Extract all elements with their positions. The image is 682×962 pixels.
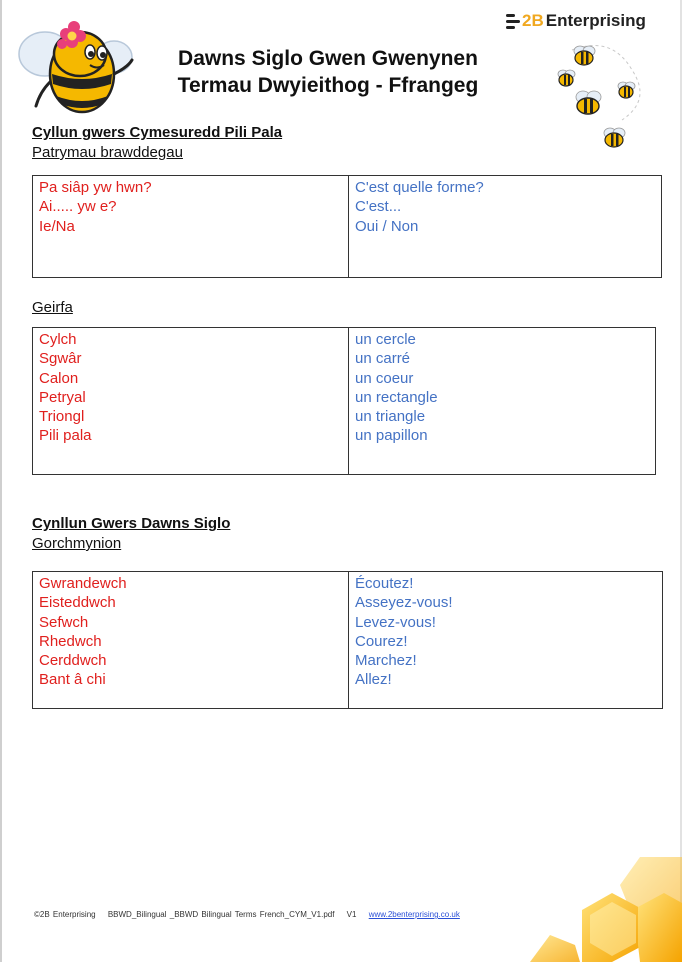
footer-website-link[interactable]: www.2benterprising.co.uk: [368, 910, 460, 919]
footer-version: V1: [346, 910, 357, 919]
flying-bees-image: [552, 40, 672, 160]
french-term: un cercle: [355, 331, 416, 348]
welsh-term: Calon: [39, 369, 79, 387]
table-divider: [348, 328, 349, 474]
section2-welsh-column: [39, 330, 92, 446]
welsh-term: Eisteddwch: [39, 594, 116, 612]
footer-filename: BBWD_Bilingual _BBWD Bilingual Terms French_CYM_V1.pdf: [107, 910, 335, 919]
table-divider: [348, 572, 349, 708]
welsh-term: Sgwâr: [39, 350, 82, 368]
french-term: un rectangle: [355, 388, 438, 406]
french-term: un papillon: [355, 427, 428, 445]
section1-subtitle: Patrymau brawddegau: [32, 144, 183, 161]
section3-subtitle: Gorchmynion: [32, 535, 122, 552]
welsh-term: Bant â chi: [39, 671, 106, 689]
section3-welsh-column: [39, 574, 127, 690]
footer-copyright: ©2B Enterprising: [34, 910, 96, 919]
brand-number: 2B: [522, 11, 544, 30]
french-term: Allez!: [355, 671, 392, 689]
french-term: Asseyez-vous!: [355, 594, 453, 612]
section2-subtitle: Geirfa: [32, 299, 73, 316]
french-term: Écoutez!: [355, 575, 414, 592]
welsh-term: Pa siâp yw hwn?: [39, 179, 152, 196]
page-edge: [0, 0, 2, 962]
brand-lines-icon: [506, 11, 520, 31]
french-term: C'est quelle forme?: [355, 179, 484, 196]
section1-french-column: [355, 178, 484, 236]
french-term: Levez-vous!: [355, 613, 436, 631]
welsh-term: Ie/Na: [39, 217, 75, 235]
brand-logo: [506, 8, 646, 34]
document-title-line2: Termau Dwyieithog - Ffrangeg: [177, 74, 479, 97]
page-footer: [34, 910, 469, 919]
french-term: Marchez!: [355, 652, 417, 670]
welsh-term: Cerddwch: [39, 652, 107, 670]
section1-table: [32, 175, 662, 278]
bee-mascot-image: [10, 12, 140, 122]
section1-welsh-column: [39, 178, 152, 236]
welsh-term: Cylch: [39, 331, 77, 348]
section2-table: [32, 327, 656, 475]
welsh-term: Petryal: [39, 388, 86, 406]
welsh-term: Rhedwch: [39, 632, 102, 650]
welsh-term: Gwrandewch: [39, 575, 127, 592]
brand-name: Enterprising: [545, 11, 646, 30]
french-term: Oui / Non: [355, 217, 419, 235]
french-term: C'est...: [355, 198, 402, 216]
welsh-term: Ai..... yw e?: [39, 198, 117, 216]
section3-title: Cynllun Gwers Dawns Siglo: [32, 515, 231, 532]
section2-french-column: [355, 330, 438, 446]
section3-table: [32, 571, 663, 709]
french-term: Courez!: [355, 632, 408, 650]
welsh-term: Pili pala: [39, 427, 92, 445]
french-term: un coeur: [355, 369, 414, 387]
document-title-line1: Dawns Siglo Gwen Gwenynen: [178, 47, 478, 70]
table-divider: [348, 176, 349, 277]
french-term: un triangle: [355, 408, 426, 426]
french-term: un carré: [355, 350, 411, 368]
section1-title: Cyllun gwers Cymesuredd Pili Pala: [32, 124, 283, 141]
welsh-term: Sefwch: [39, 613, 89, 631]
section3-french-column: [355, 574, 453, 690]
welsh-term: Triongl: [39, 408, 85, 426]
honeycomb-decoration-image: [520, 855, 682, 962]
